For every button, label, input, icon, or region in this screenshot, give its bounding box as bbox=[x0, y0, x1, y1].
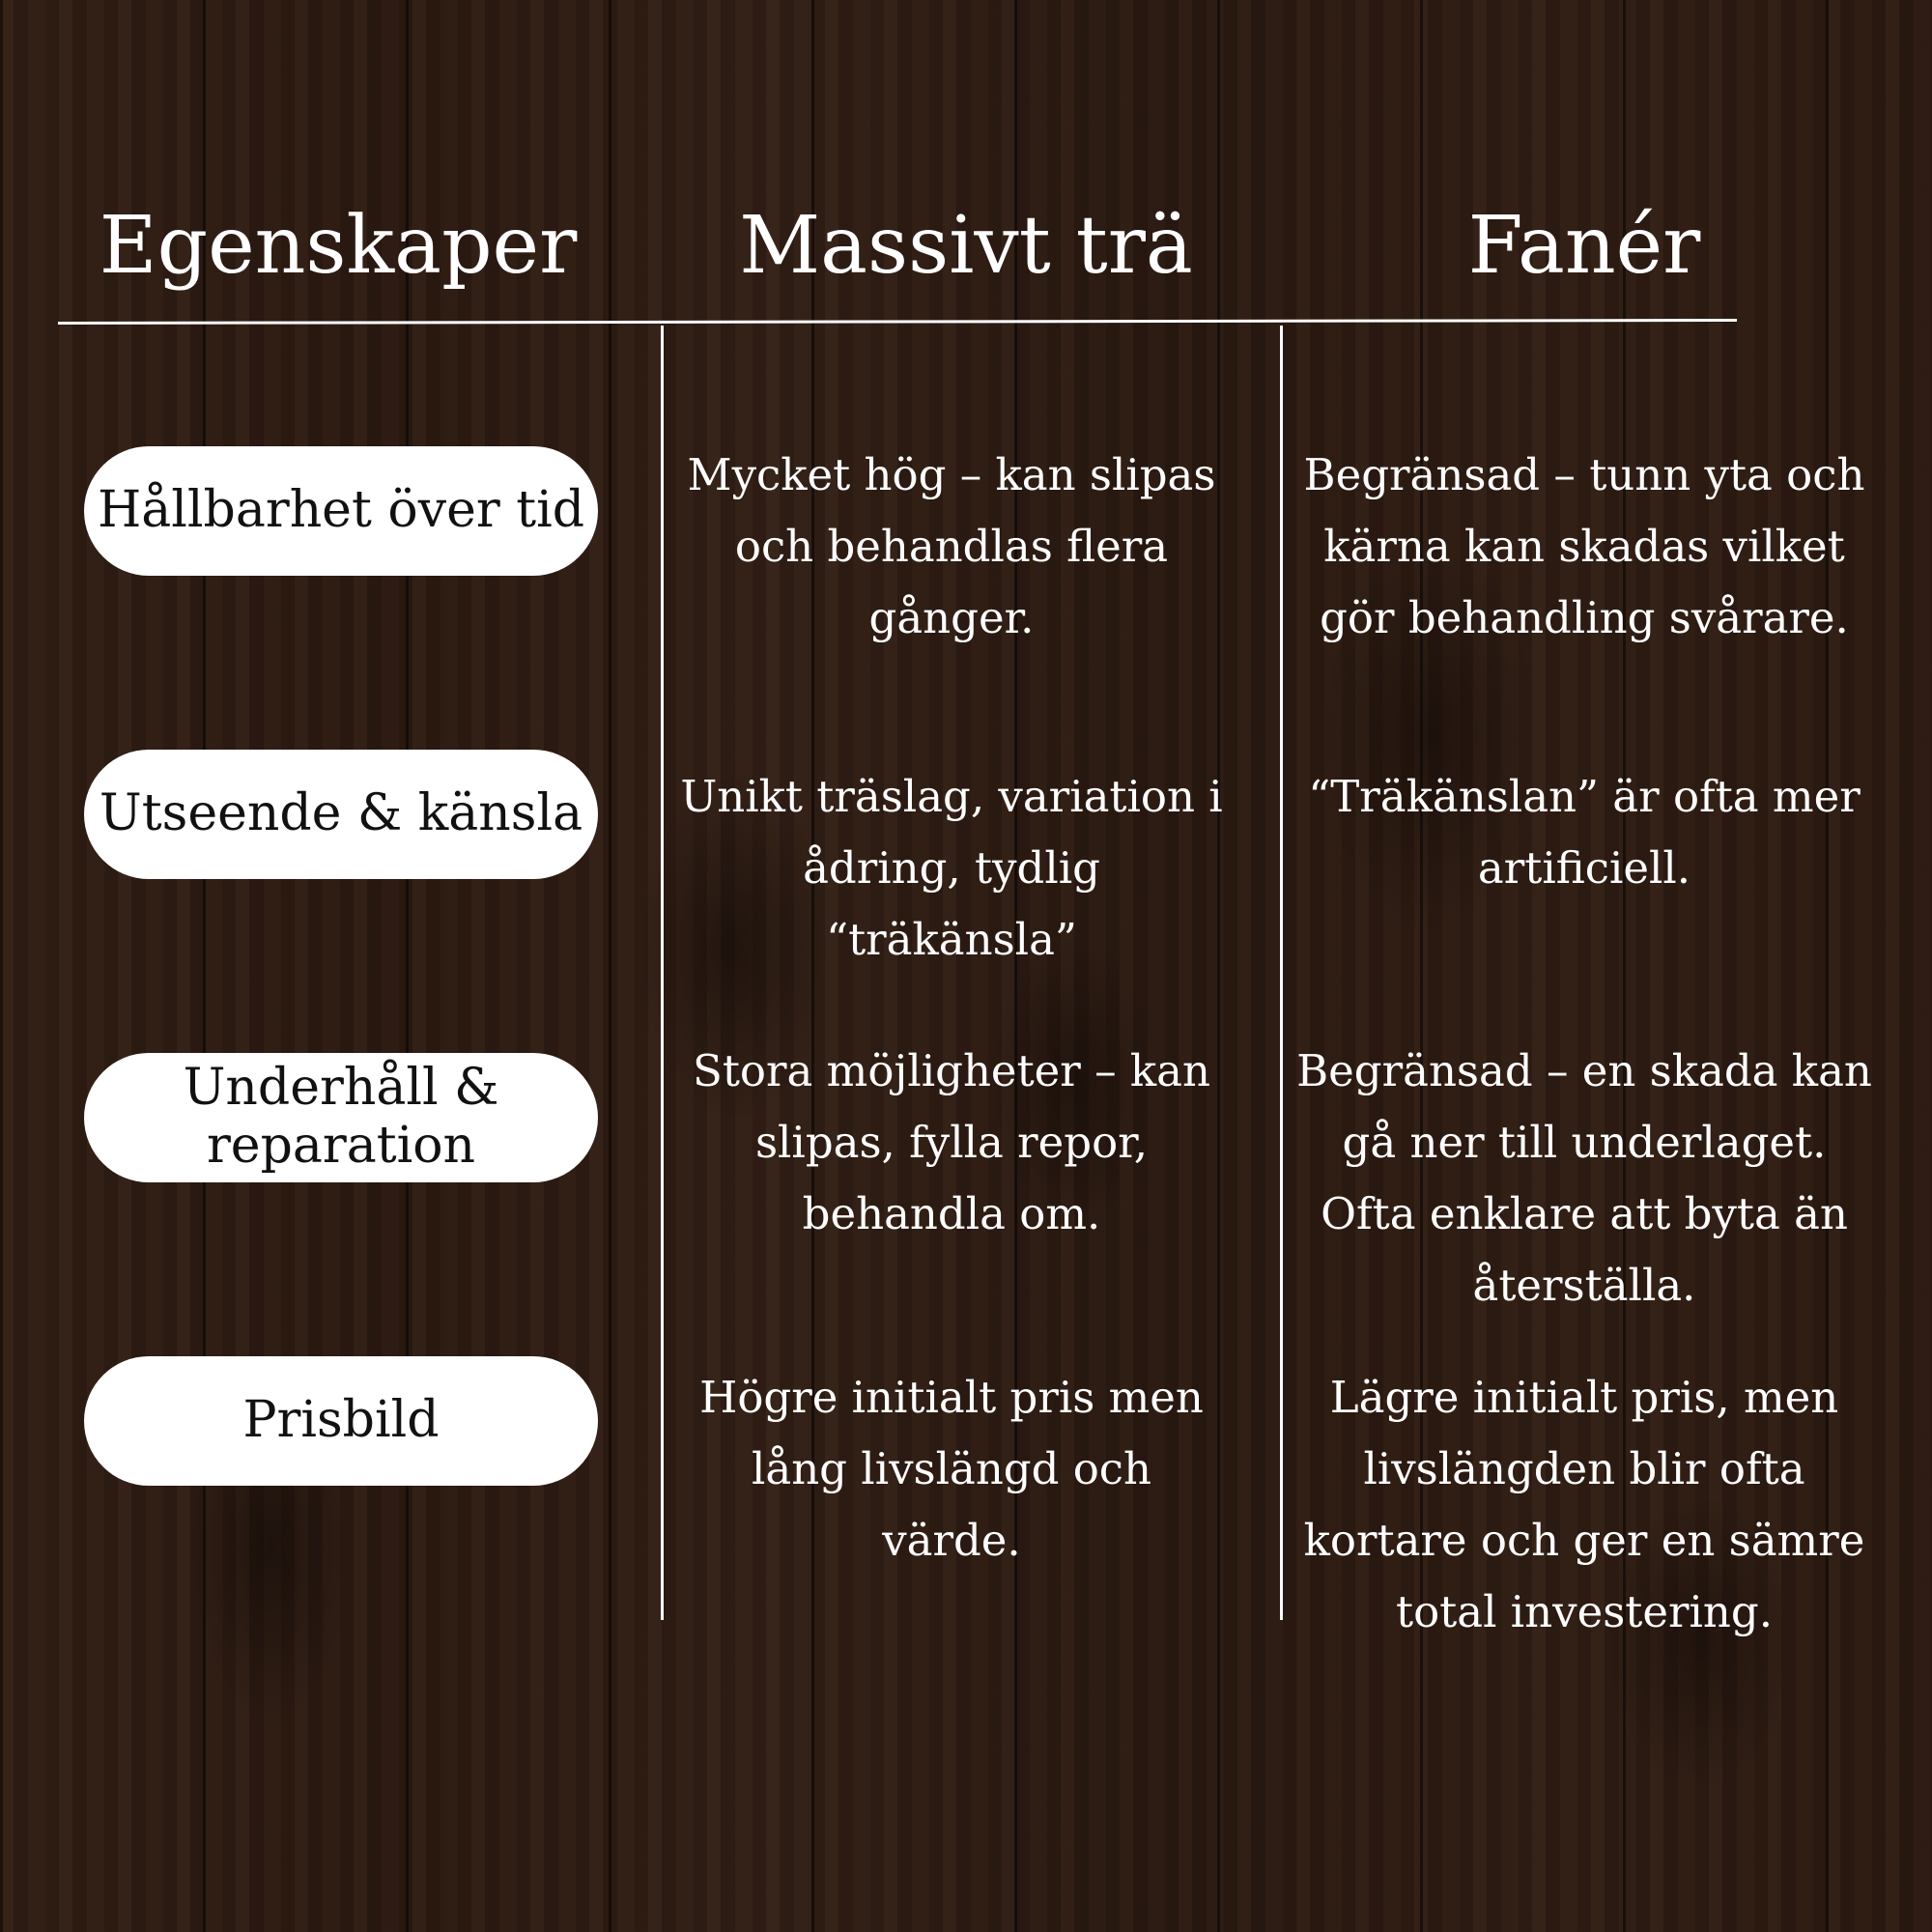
text-line: gör behandling svårare. bbox=[1320, 592, 1849, 643]
text-line: Stora möjligheter – kan bbox=[693, 1045, 1210, 1096]
text-line: återställa. bbox=[1472, 1260, 1696, 1311]
text-line: gånger. bbox=[868, 592, 1035, 643]
text-line: Lägre initialt pris, men bbox=[1329, 1372, 1839, 1423]
header-solid-wood: Massivt trä bbox=[739, 200, 1193, 292]
property-label-price bbox=[84, 1356, 598, 1486]
text-line: Unikt träslag, variation i bbox=[680, 771, 1223, 822]
text-line: lång livslängd och bbox=[751, 1443, 1151, 1494]
veneer-appearance-text bbox=[1285, 761, 1884, 904]
veneer-price-text bbox=[1285, 1362, 1884, 1648]
text-line: värde. bbox=[882, 1515, 1021, 1566]
header-divider bbox=[58, 319, 1737, 325]
text-line: total investering. bbox=[1395, 1586, 1773, 1637]
text-line: behandla om. bbox=[802, 1188, 1101, 1239]
property-label-line: reparation bbox=[206, 1117, 476, 1175]
property-label-line: Hållbarhet över tid bbox=[97, 481, 585, 540]
solid-wood-maintenance-text bbox=[667, 1036, 1236, 1250]
text-line: och behandlas flera bbox=[734, 521, 1169, 572]
veneer-durability-text bbox=[1285, 440, 1884, 654]
property-label-appearance bbox=[84, 750, 598, 879]
column-divider-right bbox=[1280, 326, 1283, 1620]
text-line: Begränsad – en skada kan bbox=[1296, 1045, 1872, 1096]
text-line: Begränsad – tunn yta och bbox=[1303, 449, 1865, 500]
text-line: kortare och ger en sämre bbox=[1303, 1515, 1865, 1566]
column-divider-left bbox=[661, 326, 664, 1620]
text-line: artificiell. bbox=[1477, 842, 1691, 894]
text-line: Ofta enklare att byta än bbox=[1321, 1188, 1848, 1239]
solid-wood-durability-text bbox=[667, 440, 1236, 654]
text-line: Högre initialt pris men bbox=[699, 1372, 1204, 1423]
text-line: slipas, fylla repor, bbox=[754, 1117, 1149, 1168]
header-veneer: Fanér bbox=[1467, 200, 1701, 292]
text-line: livslängden blir ofta bbox=[1363, 1443, 1805, 1494]
property-label-line: Underhåll & bbox=[183, 1059, 499, 1118]
text-line: ådring, tydlig bbox=[803, 842, 1100, 894]
property-label-durability bbox=[84, 446, 598, 576]
text-line: “träkänsla” bbox=[826, 914, 1077, 965]
solid-wood-appearance-text bbox=[667, 761, 1236, 976]
text-line: kärna kan skadas vilket bbox=[1323, 521, 1845, 572]
veneer-maintenance-text bbox=[1285, 1036, 1884, 1321]
property-label-maintenance bbox=[84, 1053, 598, 1182]
solid-wood-price-text bbox=[667, 1362, 1236, 1577]
property-label-line: Utseende & känsla bbox=[99, 784, 583, 843]
header-properties: Egenskaper bbox=[99, 200, 578, 292]
text-line: Mycket hög – kan slipas bbox=[687, 449, 1216, 500]
text-line: gå ner till underlaget. bbox=[1342, 1117, 1827, 1168]
text-line: “Träkänslan” är ofta mer bbox=[1308, 771, 1861, 822]
property-label-line: Prisbild bbox=[242, 1391, 440, 1450]
